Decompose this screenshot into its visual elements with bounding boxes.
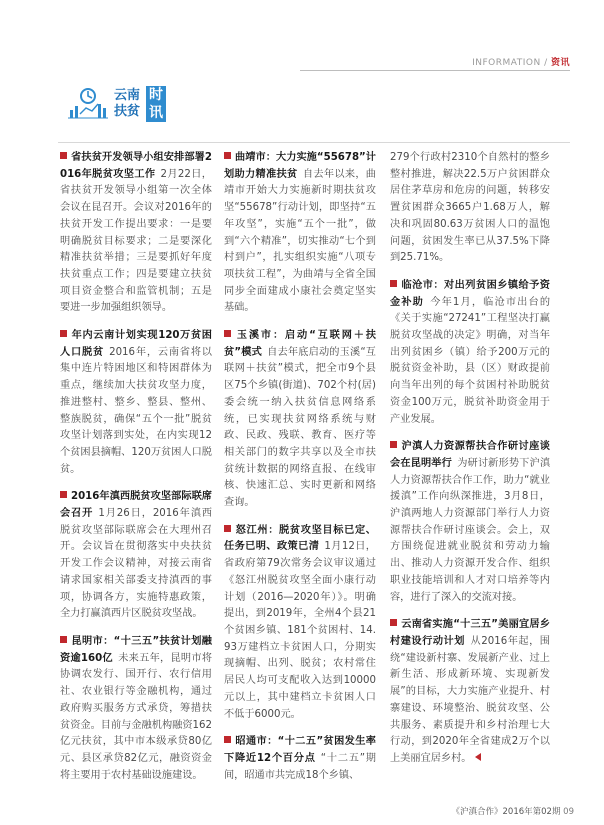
bullet-square-icon (390, 441, 397, 448)
news-title: 省扶贫开发领导小组安排部署2016年脱贫攻坚工作 (60, 152, 212, 180)
page-footer (452, 805, 574, 817)
column-1 (60, 150, 212, 795)
bullet-square-icon (60, 636, 67, 643)
bullet-square-icon (60, 152, 67, 159)
news-title: 怒江州：脱贫攻坚目标已定、任务已明、政策已清 (224, 524, 376, 553)
column-3 (390, 150, 550, 779)
news-title: 玉溪市：启动“互联网＋扶贫”模式 (224, 330, 376, 358)
section-label (472, 55, 570, 68)
bullet-square-icon (224, 152, 231, 159)
news-item (224, 523, 376, 723)
news-body: 2月22日，省扶贫开发领导小组第一次全体会议在昆召开。会议对2016年的扶贫开发工作提出要求：一是要明确脱贫目标要求；二是要深化精准扶贫举措；三是要抓好年度扶贫重点工作；四是要建立扶贫项目资金整合和监管机制；五是要进一步加强组织领导。 (60, 168, 212, 314)
news-body: 1月12日，省政府第79次常务会议审议通过《怒江州脱贫攻坚全面小康行动计划（2016—2020年）》。明确提出，到2019年，全州4个县21个贫困乡镇、181个贫困村、14.93万建档立卡贫困人口，分期实现摘帽、出列、脱贫；农村常住居民人均可支配收入达到10000元以上，其中建档立卡贫困人口不低于6000元。 (224, 541, 376, 720)
news-item (390, 150, 550, 267)
section-slash: / (544, 58, 548, 68)
news-title: 云南省实施“十三五”美丽宜居乡村建设行动计划 (390, 619, 550, 647)
news-item (390, 617, 550, 767)
news-item (224, 328, 376, 512)
column-2 (224, 150, 376, 795)
news-title: 昆明市：“十三五”扶贫计划融资逾160亿 (60, 635, 212, 664)
logo-badge-char1: 时 (149, 87, 163, 103)
news-item (390, 278, 550, 428)
news-body: 自去年以来，曲靖市开始大力实施新时期扶贫攻坚“55678”行动计划，即坚持“五年攻坚”，实施“五个一批”，做到“六个精准”，切实推动“七个到村到户”，扎实组织实施“八项专项扶贫工程”，为曲靖与全省全国同步全面建成小康社会奠定坚实基础。 (224, 168, 376, 314)
magazine-issue: 《沪滇合作》2016年第02期 (451, 807, 561, 817)
news-body: 自去年底启动的玉溪“互联网＋扶贫”模式，把全市9个县区75个乡镇(街道)、702个村(居)委会统一纳入扶贫信息网络系统，已实现扶贫网络系统与财政、民政、残联、教育、医疗等相关部门的数字共享以及全市扶贫统计数据的网络直报、在线审核、快速汇总、实时更新和网络查询。 (224, 346, 376, 509)
logo-rule (58, 142, 570, 143)
page-header (0, 0, 604, 80)
bullet-square-icon (224, 525, 231, 532)
section-label-en: INFORMATION (472, 58, 541, 68)
column-logo (66, 84, 176, 122)
news-item (224, 734, 376, 784)
news-item (390, 439, 550, 606)
news-body: “十二五”期间，昭通市共完成18个乡镇、 (224, 752, 376, 781)
logo-title (114, 88, 146, 120)
bullet-square-icon (224, 330, 231, 337)
news-body: 2016年，云南省将以集中连片特困地区和特困群体为重点，继续加大扶贫攻坚力度，推进整村、整乡、整县、整州、整族脱贫，确保“五个一批”脱贫攻坚计划落到实处，在内实现12个贫困县摘帽、120万贫困人口脱贫。 (60, 346, 212, 475)
news-item (60, 328, 212, 478)
bullet-square-icon (60, 491, 67, 498)
news-body: 1月26日，2016年滇西脱贫攻坚部际联席会在大理州召开。会议旨在贯彻落实中央扶贫开发工作会议精神，对接云南省请求国家相关部委支持滇西的事项，协调各方，实施特惠政策，全力打赢滇西片区脱贫攻坚战。 (60, 508, 212, 620)
logo-badge-char2: 讯 (149, 105, 163, 121)
logo-title-line2: 扶贫 (114, 104, 141, 119)
bar-chart-logo-icon (66, 84, 110, 120)
news-title: 曲靖市：大力实施“55678”计划助力精准扶贫 (224, 152, 376, 180)
header-rule (300, 70, 570, 71)
news-item (60, 489, 212, 623)
news-title: 昭通市：“十二五”贫困发生率下降近12个百分点 (224, 736, 376, 764)
logo-title-line1: 云南 (114, 88, 141, 103)
news-body: 今年1月，临沧市出台的《关于实施“27241”工程坚决打赢脱贫攻坚战的决定》明确，对当年出列贫困乡（镇）给予200万元的脱贫资金补助，县（区）财政提前向当年出列的每个贫困村补助脱贫资金100万元，脱贫补助资金用于产业发展。 (390, 296, 551, 425)
news-title: 沪滇人力资源帮扶合作研讨座谈会在昆明举行 (390, 441, 550, 469)
end-triangle-icon (475, 753, 481, 761)
news-item (60, 634, 212, 784)
news-body: 为研讨新形势下沪滇人力资源帮扶合作工作，助力“就业援滇”工作向纵深推进，3月8日，沪滇两地人力资源部门举行人力资源帮扶合作研讨座谈会。会上，双方围绕促进就业脱贫和劳动力输出、推动人力资源开发合作、组织职业技能培训和人才对口培养等内容，进行了深入的交流对接。 (390, 457, 551, 603)
news-body: 从2016年起，围绕“建设新村寨、发展新产业、过上新生活、形成新环境、实现新发展”的目标，大力实施产业提升、村寨建设、环境整治、脱贫攻坚、公共服务、素质提升和乡村治理七大行动，到2020年全省建成2万个以上美丽宜居乡村。 (390, 635, 550, 764)
news-title: 2016年滇西脱贫攻坚部际联席会召开 (60, 491, 212, 520)
bullet-square-icon (224, 736, 231, 743)
news-title: 临沧市：对出列贫困乡镇给予资金补助 (390, 279, 550, 308)
news-title: 年内云南计划实现120万贫困人口脱贫 (60, 330, 212, 358)
section-label-cn: 资讯 (550, 58, 570, 68)
news-item (224, 150, 376, 317)
page-number: 09 (563, 807, 574, 817)
news-item (60, 150, 212, 317)
bullet-square-icon (390, 280, 397, 287)
news-body: 未来五年，昆明市将协调农发行、国开行、农行信用社、农业银行等金融机构，通过政府购买服务方式承贷，筹措扶贫资金。目前与金融机构融资162亿元扶贫，其中市本级承贷80亿元、县区承贷82亿元，融资资金将主要用于农村基础设施建设。 (60, 652, 213, 781)
bullet-square-icon (390, 619, 397, 626)
news-body: 279个行政村2310个自然村的整乡整村推进，解决22.5万户贫困群众居住茅草房和危房的问题，转移安置贫困群众3665户1.68万人，解决和巩固80.63万贫困人口的温饱问题，贫困发生率已从37.5%下降到25.71%。 (390, 152, 550, 264)
bullet-square-icon (60, 330, 67, 337)
logo-badge (146, 86, 166, 122)
